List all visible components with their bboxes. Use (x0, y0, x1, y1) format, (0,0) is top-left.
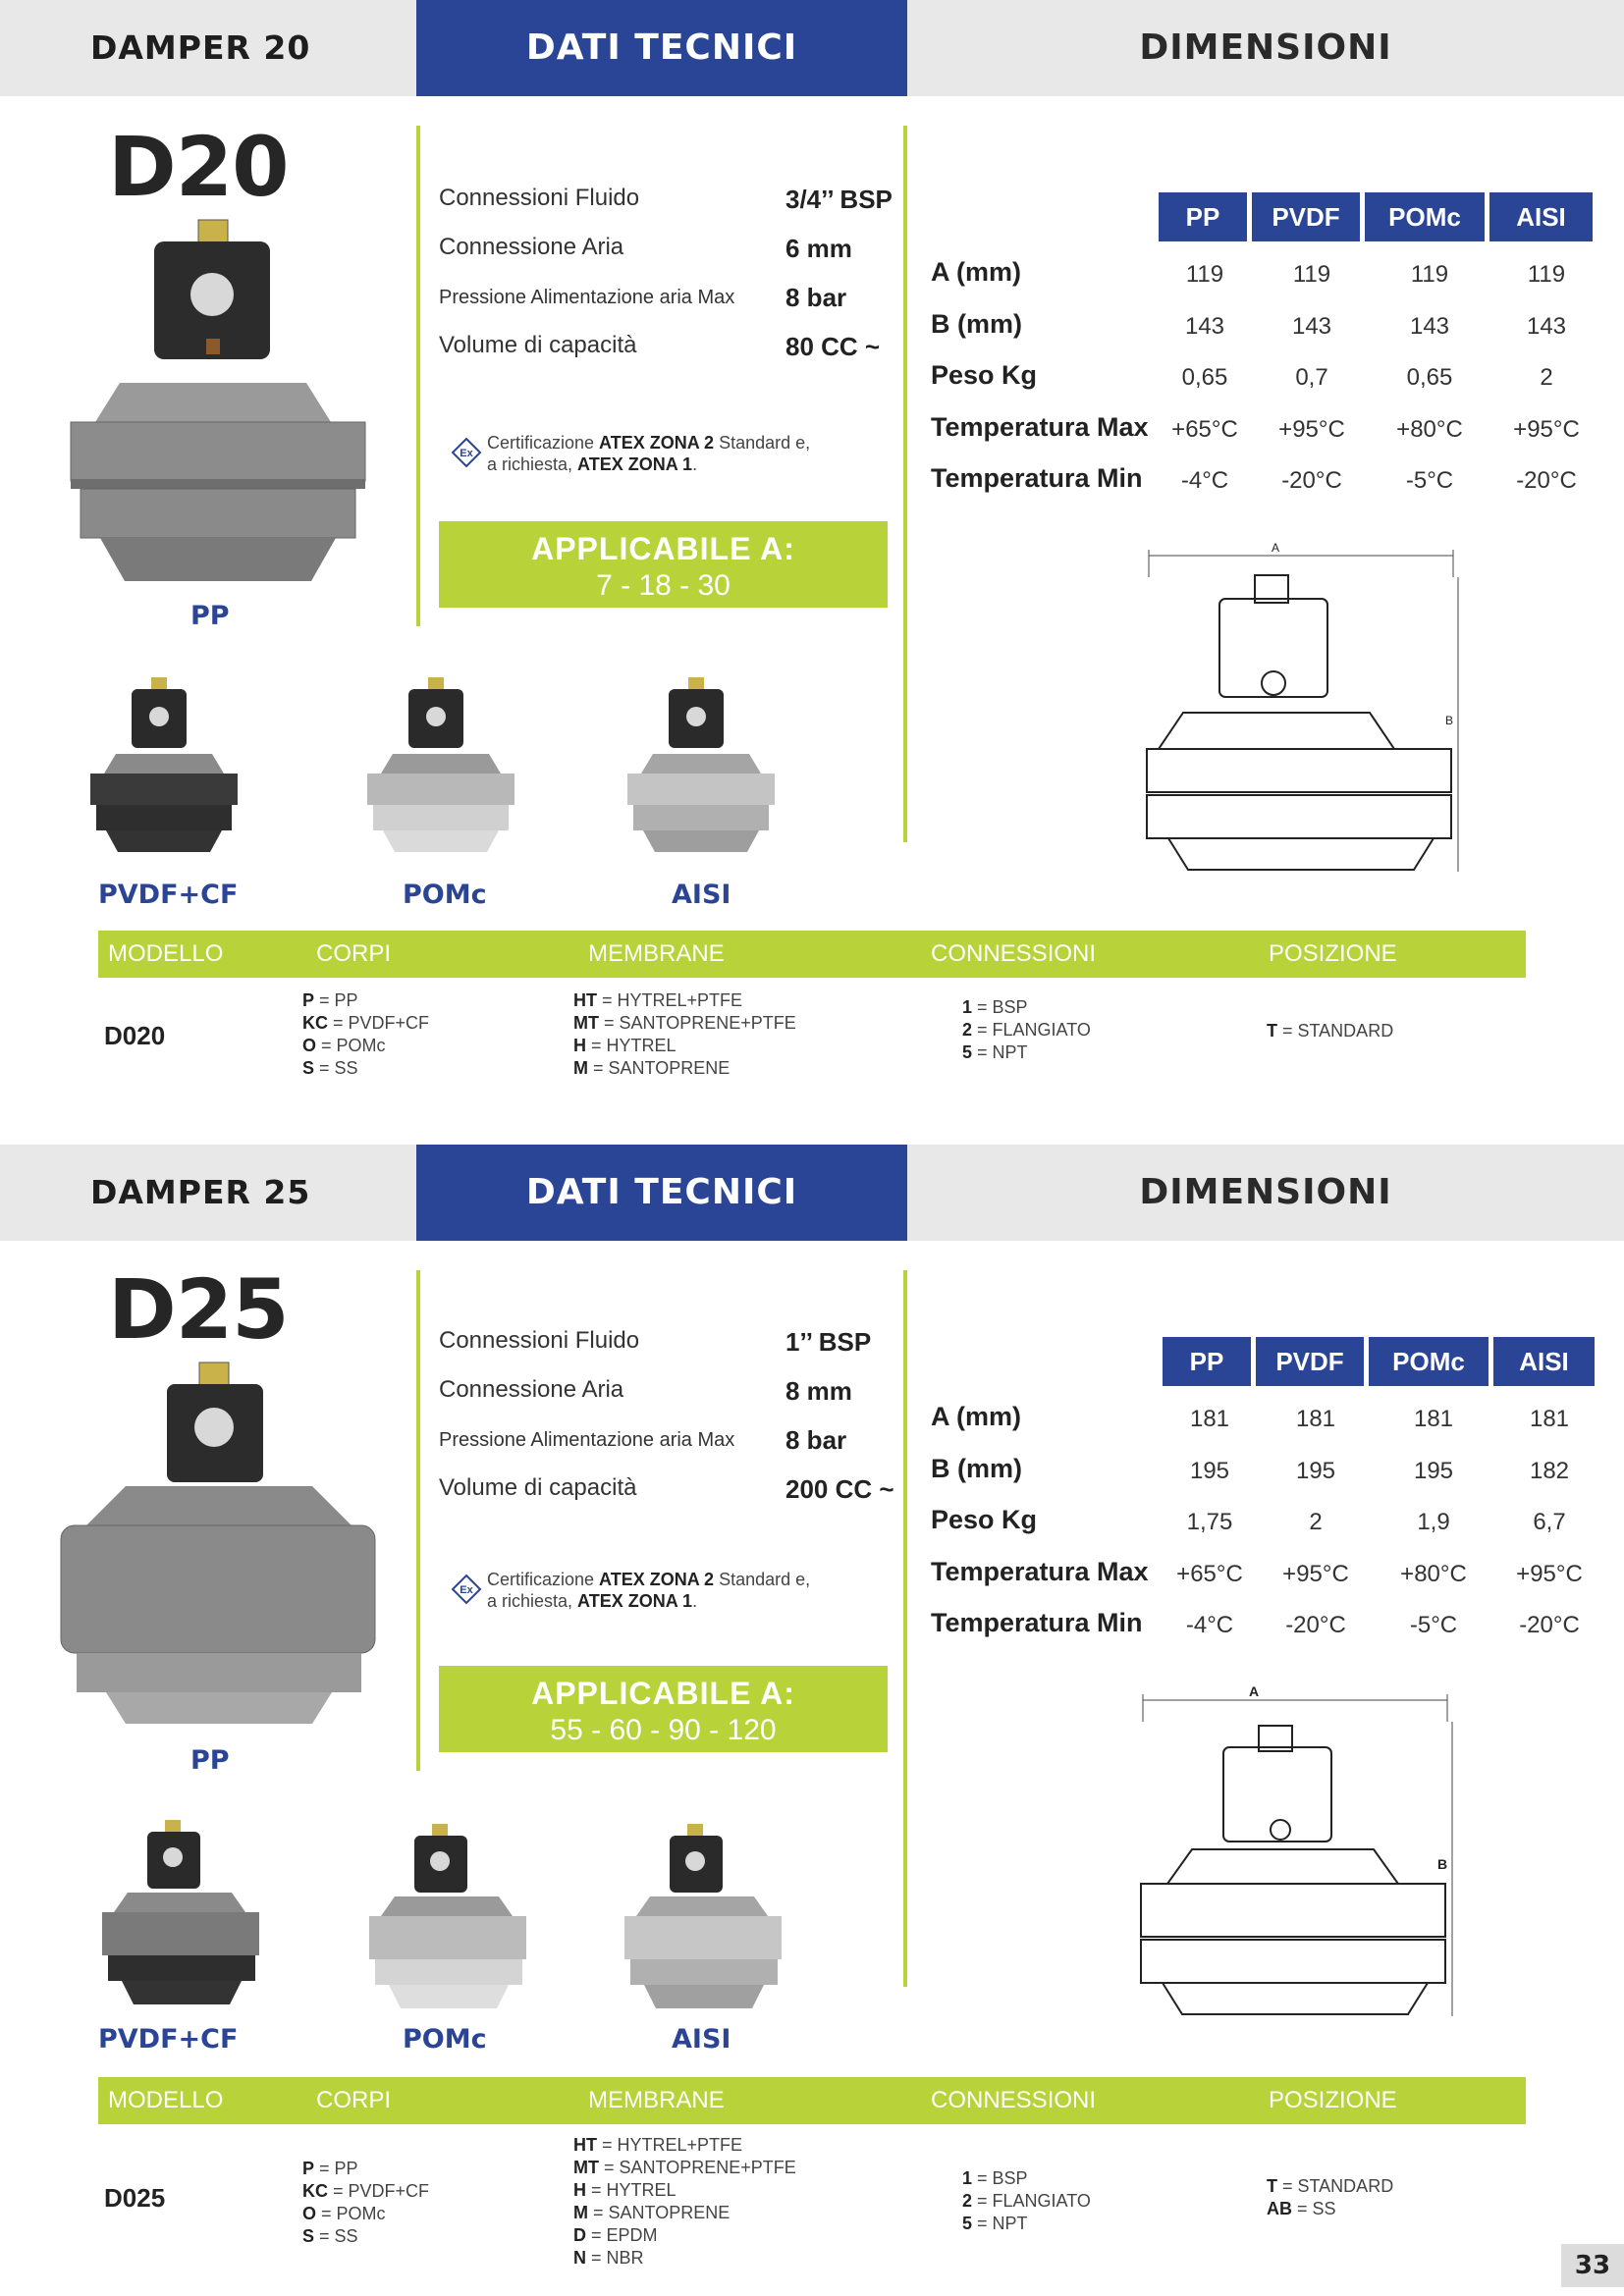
drawing-label-a: A (1272, 541, 1280, 555)
spec-value: 80 CC ~ (785, 332, 881, 361)
spec-label: Pressione Alimentazione aria Max (439, 1429, 735, 1451)
spec-label: Connessione Aria (439, 1376, 624, 1403)
bar-label-modello: MODELLO (108, 940, 224, 967)
bar-label-modello: MODELLO (108, 2087, 224, 2113)
option-item: 1 = BSP (962, 997, 1028, 1017)
material-label-pomc: POMc (403, 880, 487, 910)
dim-value: 182 (1529, 1458, 1570, 1484)
spec-value: 200 CC ~ (785, 1474, 894, 1504)
dim-value: 181 (1413, 1406, 1454, 1432)
svg-text:Ex: Ex (460, 1584, 473, 1596)
cert-text: Certificazione ATEX ZONA 2 Standard e, a richiesta, ATEX ZONA 1. (487, 1570, 811, 1611)
product-image-pp (61, 216, 375, 589)
option-item: M = SANTOPRENE (573, 1058, 731, 1078)
dim-value: 1,9 (1417, 1509, 1450, 1535)
material-label-aisi: AISI (672, 880, 731, 910)
dim-value: +95°C (1278, 416, 1345, 443)
dim-col-header: PP (1163, 1337, 1251, 1386)
dim-value: -20°C (1285, 1612, 1346, 1638)
dim-value: +95°C (1282, 1561, 1349, 1587)
spec-label: Connessione Aria (439, 234, 624, 260)
spec-value: 1’’ BSP (785, 1327, 872, 1357)
spec-label: Connessioni Fluido (439, 185, 640, 211)
spec-value: 3/4’’ BSP (785, 185, 893, 214)
model-code: D025 (104, 2183, 166, 2213)
dim-value: +65°C (1176, 1561, 1243, 1587)
material-label-pvdf: PVDF+CF (98, 880, 239, 910)
dim-row-label: Temperatura Max (931, 412, 1149, 442)
dim-col-header: AISI (1489, 192, 1593, 241)
option-item: MT = SANTOPRENE+PTFE (573, 1013, 796, 1033)
technical-drawing (1133, 1682, 1467, 2021)
divider-right (903, 1270, 907, 1987)
cert-text: Certificazione ATEX ZONA 2 Standard e, a richiesta, ATEX ZONA 1. (487, 433, 811, 474)
membrane-options (573, 989, 796, 1080)
dim-value: 0,65 (1181, 364, 1228, 391)
bar-label-membrane: MEMBRANE (588, 940, 725, 967)
option-item: S = SS (302, 1058, 358, 1078)
dim-value: 6,7 (1533, 1509, 1566, 1535)
dim-row-label: B (mm) (931, 309, 1022, 339)
dimensions-heading: DIMENSIONI (1139, 27, 1392, 68)
dim-value: -20°C (1519, 1612, 1580, 1638)
option-item: S = SS (302, 2226, 358, 2246)
tech-data-heading: DATI TECNICI (525, 1172, 798, 1212)
option-item: MT = SANTOPRENE+PTFE (573, 2158, 796, 2177)
atex-ex-icon (452, 438, 481, 467)
dim-value: 195 (1295, 1458, 1336, 1484)
dim-row-label: Temperatura Max (931, 1557, 1149, 1586)
applicable-box (439, 1666, 888, 1752)
applicable-title: APPLICABILE A: (531, 531, 795, 566)
dimensions-heading: DIMENSIONI (1139, 1172, 1392, 1212)
option-item: 2 = FLANGIATO (962, 2191, 1091, 2211)
dim-value: 119 (1292, 261, 1331, 288)
model-code-large: D20 (108, 119, 289, 215)
option-item: 5 = NPT (962, 1042, 1028, 1062)
corpi-options (302, 989, 429, 1080)
model-code-bar (98, 931, 1526, 978)
dim-value: 119 (1410, 261, 1449, 288)
product-image-pomc (363, 675, 520, 862)
dim-value: 143 (1526, 313, 1567, 340)
option-item: KC = PVDF+CF (302, 1013, 430, 1033)
applicable-values: 55 - 60 - 90 - 120 (550, 1714, 777, 1746)
option-item: M = SANTOPRENE (573, 2203, 731, 2222)
bar-label-posizione: POSIZIONE (1269, 940, 1397, 967)
section-title: DAMPER 20 (90, 28, 311, 67)
bar-label-connessioni: CONNESSIONI (931, 2087, 1097, 2113)
divider-left (416, 1270, 420, 1771)
page-number: 33 (1561, 2244, 1624, 2287)
drawing-label-a: A (1249, 1683, 1260, 1699)
option-item: D = EPDM (573, 2225, 658, 2245)
svg-text:Ex: Ex (460, 448, 473, 459)
model-code-large: D25 (108, 1261, 289, 1358)
option-item: P = PP (302, 2159, 358, 2178)
dim-value: +65°C (1171, 416, 1238, 443)
option-item: HT = HYTREL+PTFE (573, 990, 743, 1010)
dim-value: -5°C (1405, 467, 1454, 494)
atex-ex-icon (452, 1575, 481, 1604)
dim-value: 181 (1529, 1406, 1570, 1432)
dim-value: +80°C (1396, 416, 1463, 443)
atex-certification (452, 432, 884, 481)
spec-label: Volume di capacità (439, 332, 637, 358)
option-item: H = HYTREL (573, 2180, 677, 2200)
material-label-pvdf: PVDF+CF (98, 2024, 239, 2055)
option-item: T = STANDARD (1267, 1021, 1394, 1041)
product-image-pp (57, 1359, 381, 1732)
dim-value: 1,75 (1186, 1509, 1233, 1535)
applicable-box (439, 521, 888, 608)
bar-label-membrane: MEMBRANE (588, 2087, 725, 2113)
dim-value: -20°C (1516, 467, 1577, 494)
damper-20-section (0, 0, 1624, 1144)
dim-value: +95°C (1513, 416, 1580, 443)
dim-row-label: Temperatura Min (931, 1608, 1143, 1637)
option-item: T = STANDARD (1267, 2176, 1394, 2196)
dim-value: 181 (1295, 1406, 1336, 1432)
spec-label: Volume di capacità (439, 1474, 637, 1501)
dim-value: -4°C (1185, 1612, 1234, 1638)
spec-value: 8 bar (785, 283, 847, 312)
product-image-pvdf (86, 675, 244, 862)
dim-col-header: PP (1159, 192, 1247, 241)
atex-certification (452, 1569, 884, 1618)
dim-value: 143 (1184, 313, 1225, 340)
option-item: 2 = FLANGIATO (962, 1020, 1091, 1040)
model-code-bar (98, 2077, 1526, 2124)
dim-value: 0,65 (1406, 364, 1453, 391)
spec-label: Connessioni Fluido (439, 1327, 640, 1354)
product-image-pvdf (98, 1818, 265, 2014)
spec-value: 8 bar (785, 1425, 847, 1455)
dim-value: 119 (1527, 261, 1566, 288)
connessioni-options (962, 996, 1091, 1064)
option-item: KC = PVDF+CF (302, 2181, 430, 2201)
applicable-values: 7 - 18 - 30 (596, 569, 731, 602)
dim-value: 0,7 (1295, 364, 1328, 391)
product-image-aisi (623, 675, 781, 862)
dim-value: +80°C (1400, 1561, 1467, 1587)
product-image-aisi (621, 1822, 787, 2018)
dim-value: 195 (1413, 1458, 1454, 1484)
option-item: 5 = NPT (962, 2214, 1028, 2233)
tech-data-heading: DATI TECNICI (525, 27, 798, 68)
bar-label-corpi: CORPI (316, 2087, 392, 2113)
membrane-options (573, 2134, 796, 2269)
dim-value: 119 (1185, 261, 1224, 288)
material-label-pomc: POMc (403, 2024, 487, 2055)
applicable-title: APPLICABILE A: (531, 1676, 795, 1711)
option-item: HT = HYTREL+PTFE (573, 2135, 743, 2155)
model-code: D020 (104, 1021, 166, 1050)
posizione-options (1267, 2175, 1393, 2220)
dim-row-label: A (mm) (931, 1402, 1021, 1431)
divider-left (416, 126, 420, 626)
option-item: AB = SS (1267, 2199, 1336, 2218)
option-item: P = PP (302, 990, 358, 1010)
option-item: 1 = BSP (962, 2168, 1028, 2188)
dim-col-header: PVDF (1256, 1337, 1364, 1386)
dim-value: 143 (1409, 313, 1450, 340)
section-title: DAMPER 25 (90, 1173, 311, 1211)
divider-right (903, 126, 907, 842)
dim-value: -20°C (1281, 467, 1342, 494)
dim-value: -5°C (1409, 1612, 1458, 1638)
dim-col-header: AISI (1493, 1337, 1595, 1386)
dim-col-header: POMc (1365, 192, 1485, 241)
material-label-aisi: AISI (672, 2024, 731, 2055)
drawing-label-b: B (1445, 714, 1454, 727)
dim-row-label: Peso Kg (931, 1505, 1038, 1534)
dim-value: 2 (1540, 364, 1553, 391)
damper-25-section (0, 1145, 1624, 2288)
bar-label-posizione: POSIZIONE (1269, 2087, 1397, 2113)
dim-value: 2 (1309, 1509, 1323, 1535)
option-item: O = POMc (302, 1036, 386, 1055)
dim-col-header: PVDF (1252, 192, 1360, 241)
spec-value: 6 mm (785, 234, 852, 263)
option-item: O = POMc (302, 2204, 386, 2223)
posizione-options (1267, 1020, 1393, 1042)
connessioni-options (962, 2167, 1091, 2235)
dim-row-label: B (mm) (931, 1454, 1022, 1483)
dim-value: 195 (1189, 1458, 1230, 1484)
spec-value: 8 mm (785, 1376, 852, 1406)
dim-value: 181 (1189, 1406, 1230, 1432)
bar-label-corpi: CORPI (316, 940, 392, 967)
dim-row-label: A (mm) (931, 257, 1021, 287)
spec-label: Pressione Alimentazione aria Max (439, 287, 735, 308)
drawing-label-b: B (1437, 1856, 1448, 1872)
material-label-pp: PP (190, 601, 230, 631)
dim-row-label: Peso Kg (931, 360, 1038, 390)
dim-value: +95°C (1516, 1561, 1583, 1587)
material-label-pp: PP (190, 1745, 230, 1776)
option-item: N = NBR (573, 2248, 644, 2268)
technical-drawing (1139, 538, 1473, 877)
dim-col-header: POMc (1369, 1337, 1489, 1386)
bar-label-connessioni: CONNESSIONI (931, 940, 1097, 967)
corpi-options (302, 2158, 429, 2248)
dim-row-label: Temperatura Min (931, 463, 1143, 493)
dim-value: -4°C (1180, 467, 1229, 494)
product-image-pomc (365, 1822, 532, 2018)
option-item: H = HYTREL (573, 1036, 677, 1055)
dim-value: 143 (1291, 313, 1332, 340)
